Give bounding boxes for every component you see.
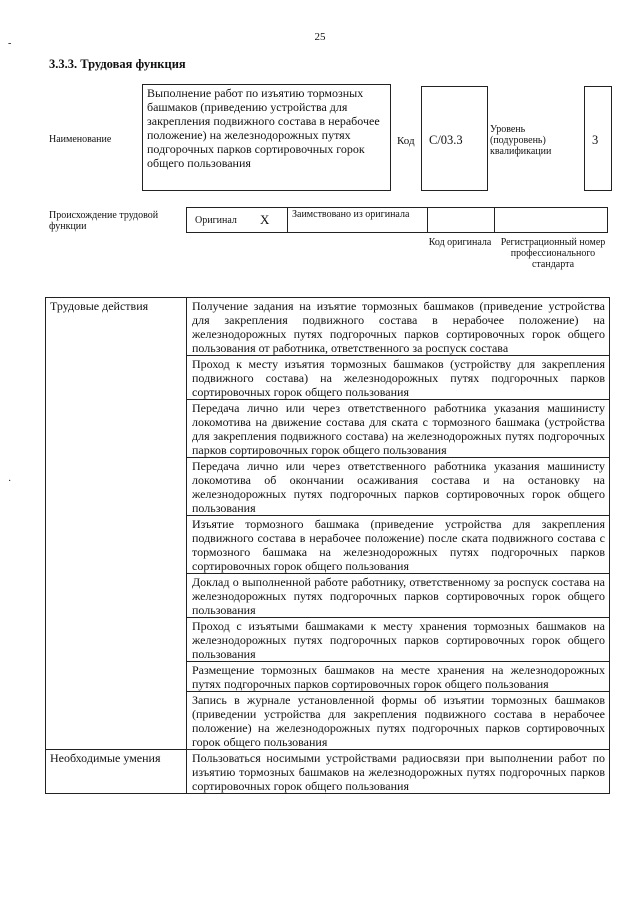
section-title-cell (46, 298, 187, 750)
list-item: Размещение тормозных башмаков на месте хранения на железнодорожных путях подгорочных парков сортировочных горок общего пользования (187, 662, 609, 692)
section-title-cell (46, 750, 187, 794)
code-value: С/03.3 (429, 133, 463, 147)
page-number: 25 (314, 31, 326, 43)
level-value: 3 (592, 133, 599, 147)
margin-mark: - (8, 38, 12, 49)
borrowed-cell (287, 208, 428, 232)
list-item: Передача лично или через ответственного работника указания машинисту локомотива на движение состава для ската с тормозного башмака (устройства для закрепления подвижного состава) на железнодорожных путях подгорочных парков сортировочных горок общего пользования (187, 400, 609, 458)
level-label: Уровень (подуровень) квалификации (490, 124, 552, 157)
list-item: Пользоваться носимыми устройствами радиосвязи при выполнении работ по изъятию тормозных башмаков на железнодорожных путях подгорочных парков сортировочных горок общего пользования (192, 751, 605, 793)
functions-table (45, 297, 610, 794)
list-item: Проход к месту изъятия тормозных башмаков (устройству для закрепления подвижного состава) на железнодорожных путях подгорочных парков сортировочных горок общего пользования (187, 356, 609, 400)
list-item: Изъятие тормозного башмака (приведение устройства для закрепления подвижного состава в нерабочее положение) после ската подвижного состава с тормозного башмака на железнодорожных путях подгорочных парков сортировочных горок общего пользования (187, 516, 609, 574)
borrowed-label: Заимствовано из оригинала (292, 209, 410, 220)
list-item: Передача лично или через ответственного работника указания машинисту локомотива об окончании осаживания состава и на остановку на железнодорожных путях подгорочных парков сортировочных горок общего пользования (187, 458, 609, 516)
items-cell (187, 750, 610, 794)
name-label: Наименование (49, 134, 112, 145)
reg-number-cell (494, 208, 610, 232)
list-item: Проход с изъятыми башмаками к месту хранения тормозных башмаков на железнодорожных путях подгорочных парков сортировочных горок общего пользования (187, 618, 609, 662)
code-original-label: Код оригинала (428, 237, 492, 248)
origin-row (186, 207, 608, 233)
list-item: Доклад о выполненной работе работнику, ответственному за роспуск состава на железнодорожных путях подгорочных парков сортировочных горок общего пользования (187, 574, 609, 618)
items-cell (187, 298, 610, 750)
code-original-cell (427, 208, 495, 232)
code-label: Код (397, 135, 415, 147)
function-name-box: Выполнение работ по изъятию тормозных башмаков (приведению устройства для закрепления подвижного состава в нерабочее положение) на железнодорожных путях подгорочных парков сортировочных горок общего пользования (142, 84, 391, 191)
section-title: 3.3.3. Трудовая функция (49, 57, 186, 71)
margin-mark: · (8, 476, 12, 487)
table-row (46, 298, 610, 750)
reg-number-label: Регистрационный номер профессионального стандарта (500, 237, 606, 270)
original-mark: X (260, 212, 270, 227)
list-item: Получение задания на изъятие тормозных башмаков (приведение устройства для закрепления подвижного состава в нерабочее положение) на железнодорожных путях подгорочных парков сортировочных горок общего пользования от работника, ответственного за роспуск состава (187, 298, 609, 356)
list-item: Запись в журнале установленной формы об изъятии тормозных башмаков (приведении устройства для закрепления подвижного состава в нерабочее положение) на железнодорожных путях подгорочных парков сортировочных горок общего пользования (192, 693, 605, 749)
table-row (46, 750, 610, 794)
origin-label: Происхождение трудовой функции (49, 210, 159, 232)
original-label: Оригинал (195, 215, 237, 226)
section-title-skills: Необходимые умения (50, 751, 161, 765)
section-title-actions: Трудовые действия (50, 299, 149, 313)
